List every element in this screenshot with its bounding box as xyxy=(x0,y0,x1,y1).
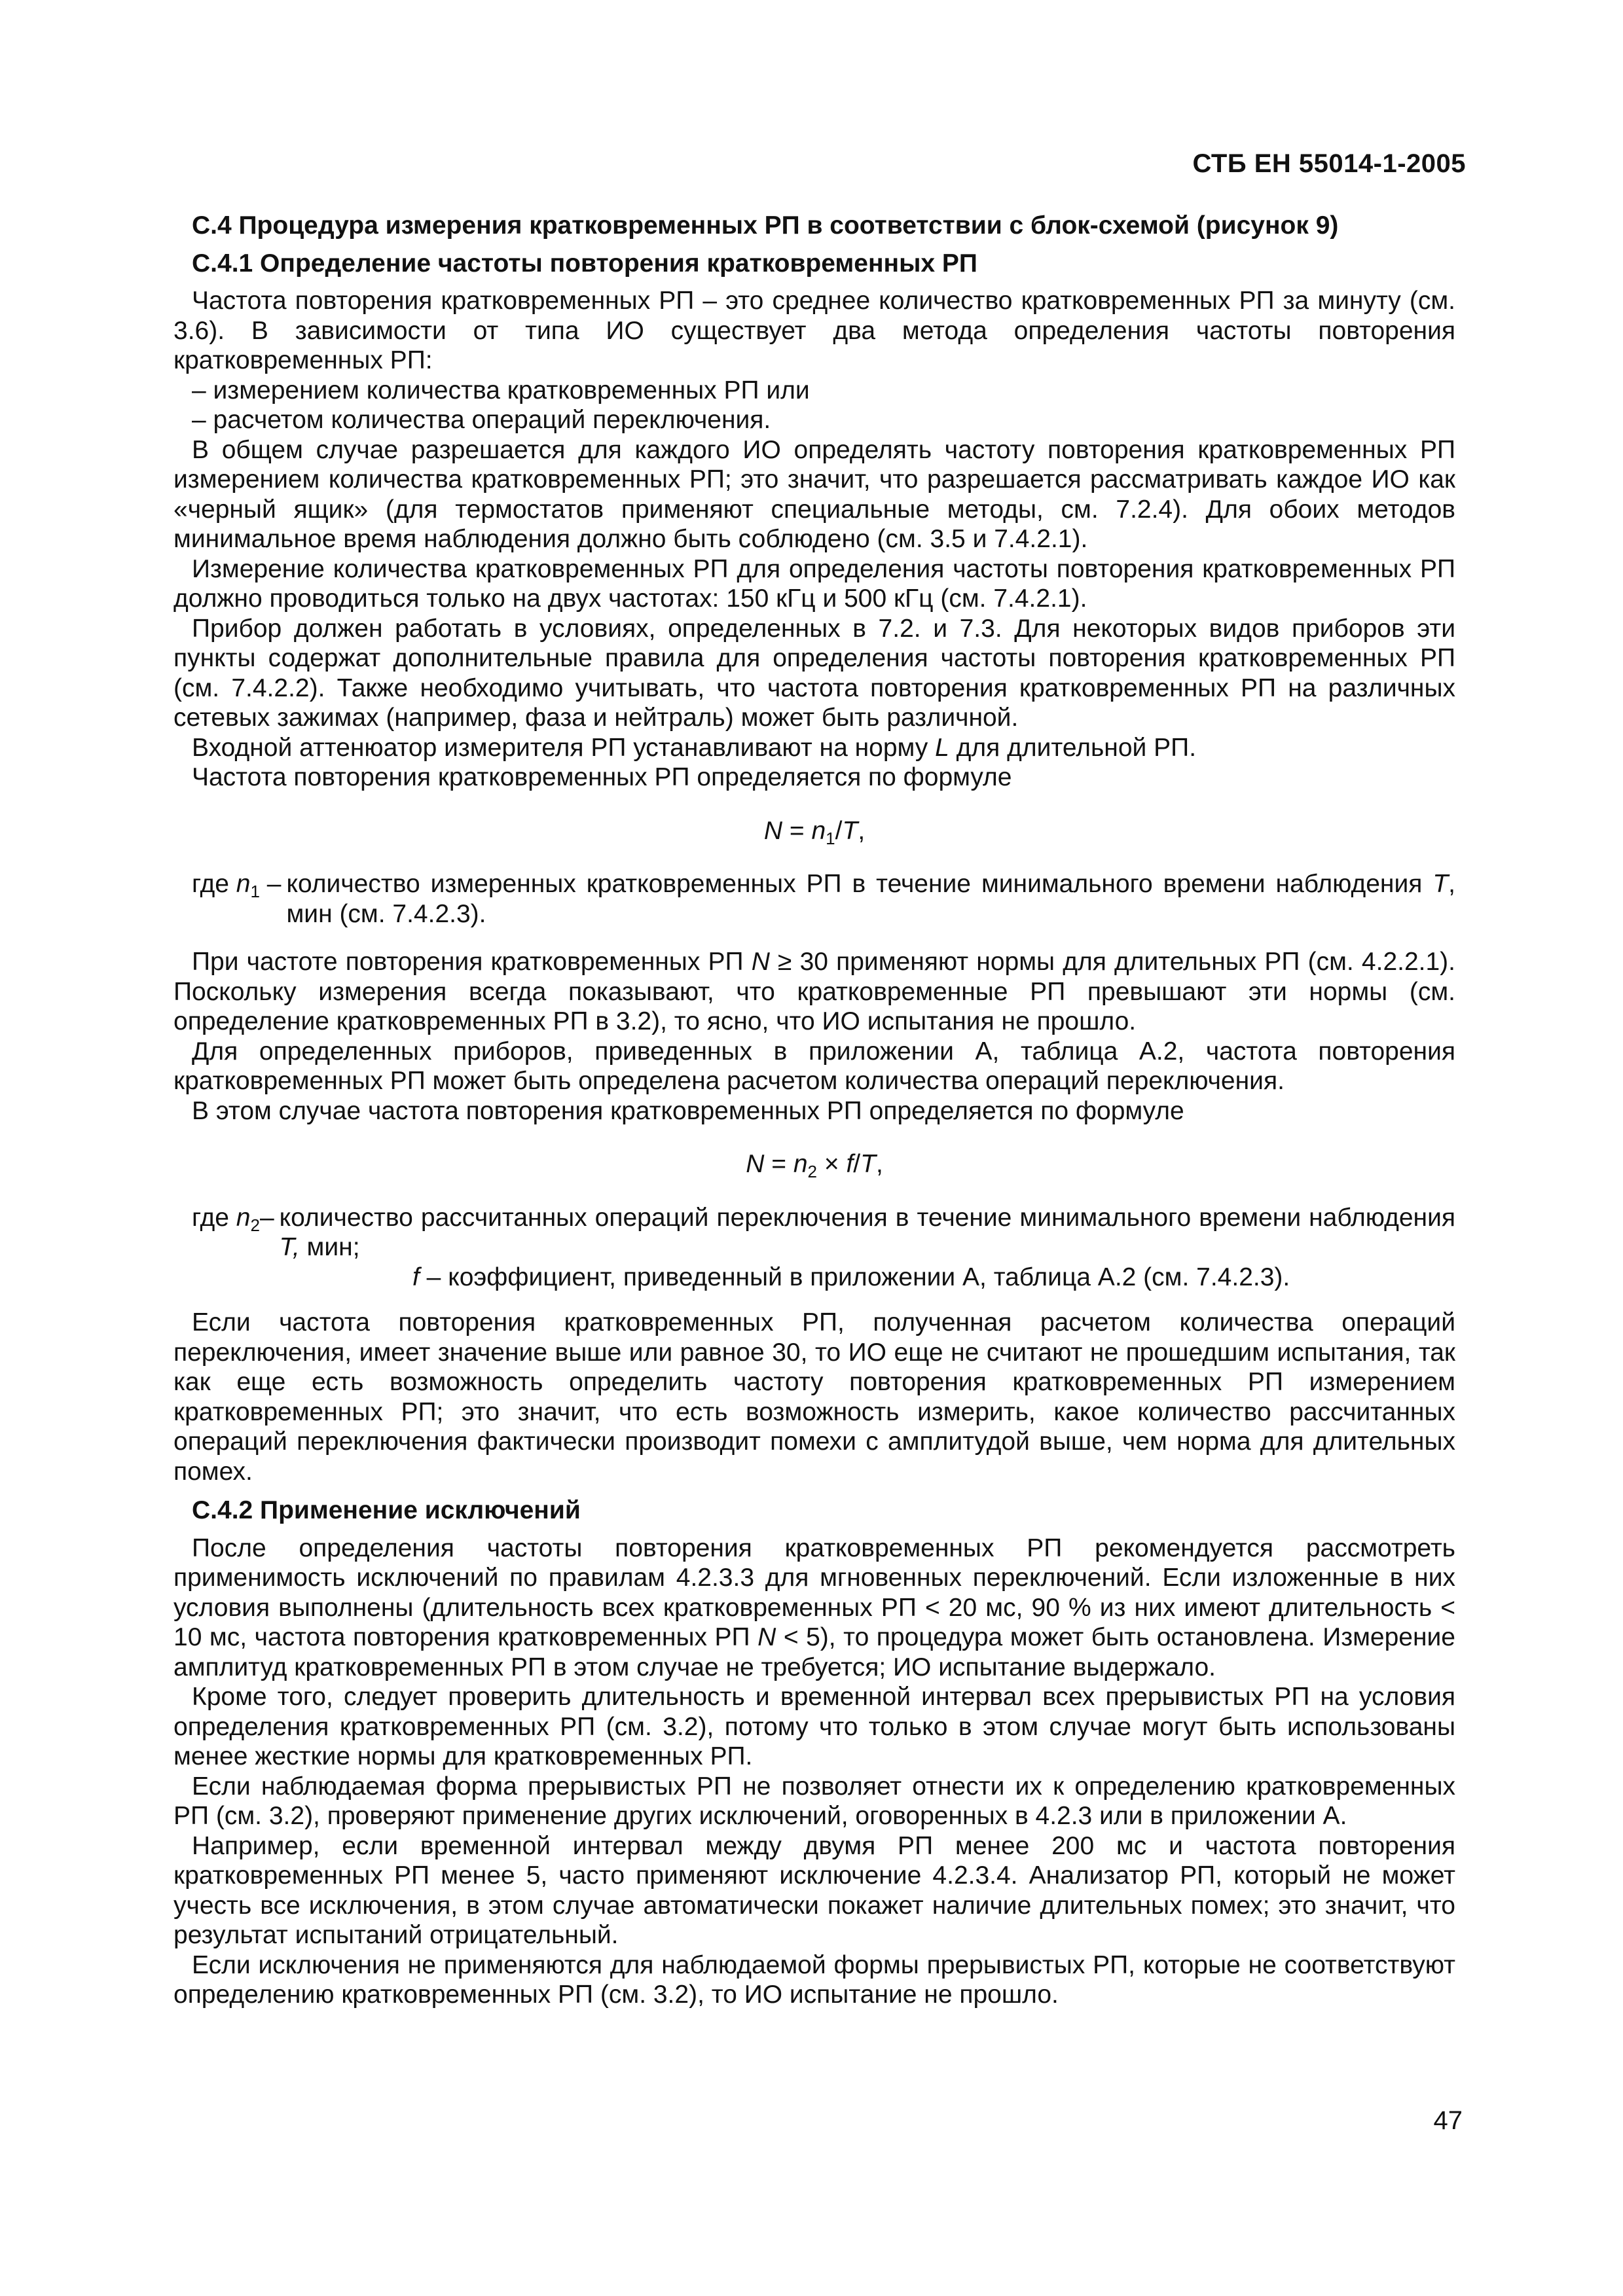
subsection-heading-c42: С.4.2 Применение исключений xyxy=(192,1496,581,1524)
list-item: – измерением количества кратковременных РП или xyxy=(192,376,810,404)
paragraph: Прибор должен работать в условиях, определенных в 7.2. и 7.3. Для некоторых видов приборов эти пункты содержат дополнительные правила для определения частоты повторения кратковременных РП (см. 7.4.2.2). Также необходимо учитывать, что частота повторения кратковременных РП на различных сетевых зажимах (например, фаза и нейтраль) может быть различной. xyxy=(173,614,1455,732)
paragraph: Частота повторения кратковременных РП определяется по формуле xyxy=(192,763,1012,791)
paragraph: Измерение количества кратковременных РП для определения частоты повторения кратковременных РП должно проводиться только на двух частотах: 150 кГц и 500 кГц (см. 7.4.2.1). xyxy=(173,554,1455,613)
paragraph: В общем случае разрешается для каждого ИО определять частоту повторения кратковременных РП измерением количества кратковременных РП; это значит, что разрешается рассматривать каждое ИО как «черный ящик» (для термостатов применяют специальные методы, см. 7.2.4). Для обоих методов минимальное время наблюдения должно быть соблюдено (см. 3.5 и 7.4.2.1). xyxy=(173,435,1455,553)
paragraph: Если исключения не применяются для наблюдаемой формы прерывистых РП, которые не соответствуют определению кратковременных РП (см. 3.2), то ИО испытание не прошло. xyxy=(173,1950,1455,2009)
paragraph: Для определенных приборов, приведенных в приложении А, таблица А.2, частота повторения кратковременных РП может быть определена расчетом количества операций переключения. xyxy=(173,1037,1455,1095)
formula-1-legend: где $n_1$ – количество измеренных кратковременных РП в течение минимального времени наблюдения T, мин (см. 7.4.2.3). xyxy=(192,870,1455,928)
subsection-heading-c41: С.4.1 Определение частоты повторения кратковременных РП xyxy=(192,249,977,278)
paragraph: Кроме того, следует проверить длительность и временной интервал всех прерывистых РП на условия определения кратковременных РП (см. 3.2), потому что только в этом случае могут быть использованы менее жесткие нормы для кратковременных РП. xyxy=(173,1683,1455,1770)
formula-2-legend-f: f – коэффициент, приведенный в приложении А, таблица А.2 (см. 7.4.2.3). xyxy=(412,1263,1290,1291)
section-heading: С.4 Процедура измерения кратковременных РП в соответствии с блок-схемой (рисунок 9) xyxy=(192,211,1339,240)
paragraph: Частота повторения кратковременных РП – это среднее количество кратковременных РП за минуту (см. 3.6). В зависимости от типа ИО существует два метода определения частоты повторения кратковременных РП: xyxy=(173,287,1455,374)
document-code: СТБ ЕН 55014-1-2005 xyxy=(1192,149,1466,178)
paragraph: Например, если временной интервал между двумя РП менее 200 мс и частота повторения кратковременных РП менее 5, часто применяют исключение 4.2.3.4. Анализатор РП, который не может учесть все исключения, в этом случае автоматически покажет наличие длительных помех; это значит, что результат испытаний отрицательный. xyxy=(173,1831,1455,1949)
paragraph: Если наблюдаемая форма прерывистых РП не позволяет отнести их к определению кратковременных РП (см. 3.2), проверяют применение других исключений, оговоренных в 4.2.3 или в приложении А. xyxy=(173,1772,1455,1830)
formula-2-legend: где $n_2-$ количество рассчитанных операций переключения в течение минимального времени наблюдения T, мин; xyxy=(192,1203,1455,1261)
paragraph: Если частота повторения кратковременных РП, полученная расчетом количества операций переключения, имеет значение выше или равное 30, то ИО еще не считают не прошедшим испытания, так как еще есть возможность определить частоту повторения кратковременных РП измерением кратковременных РП; это значит, что есть возможность измерить, какое количество рассчитанных операций переключения фактически производит помехи с амплитудой выше, чем норма для длительных помех. xyxy=(173,1308,1455,1486)
formula-1: $N = n_1/T$, xyxy=(763,816,866,848)
paragraph: После определения частоты повторения кратковременных РП рекомендуется рассмотреть применимость исключений по правилам 4.2.3.3 для мгновенных переключений. Если изложенные в них условия выполнены (длительность всех кратковременных РП < 20 мс, 90 % из них имеют длительность < 10 мс, частота повторения кратковременных РП N < 5), то процедура может быть остановлена. Измерение амплитуд кратковременных РП в этом случае не требуется; ИО испытание выдержало. xyxy=(173,1534,1456,1681)
paragraph: Входной аттенюатор измерителя РП устанавливают на норму L для длительной РП. xyxy=(192,733,1197,762)
paragraph: При частоте повторения кратковременных РП N ≥ 30 применяют нормы для длительных РП (см. 4.2.2.1). Поскольку измерения всегда показывают, что кратковременные РП превышают эти нормы (см. определение кратковременных РП в 3.2), то ясно, что ИО испытания не прошло. xyxy=(173,948,1456,1035)
formula-2: $N = n_2 \times f/T$, xyxy=(746,1150,883,1181)
list-item: – расчетом количества операций переключения. xyxy=(192,406,771,434)
page-number: 47 xyxy=(1433,2106,1463,2135)
paragraph: В этом случае частота повторения кратковременных РП определяется по формуле xyxy=(192,1096,1184,1125)
page-content xyxy=(173,211,1455,2010)
